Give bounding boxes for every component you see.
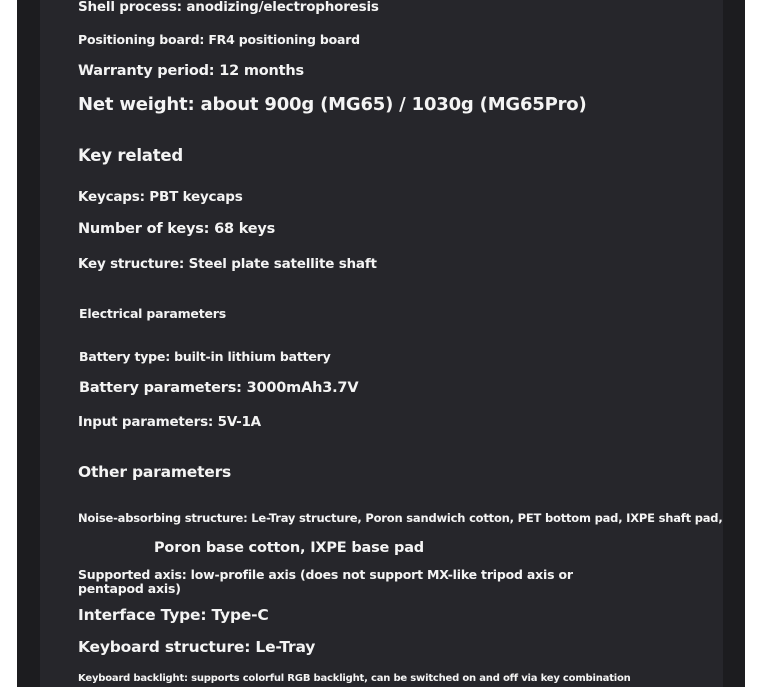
supported-axis-line-1: Supported axis: low-profile axis (does not support MX-like tripod axis or (78, 567, 573, 582)
input-parameters-text: Input parameters: 5V-1A (78, 414, 261, 430)
supported-axis-line-2: pentapod axis) (78, 581, 181, 596)
number-of-keys-text: Number of keys: 68 keys (78, 221, 276, 237)
noise-absorbing-line-1: Noise-absorbing structure: Le-Tray structure, Poron sandwich cotton, PET bottom pad, IXPE shaft pad, (78, 511, 723, 525)
warranty-text: Warranty period: 12 months (78, 63, 304, 79)
net-weight-text: Net weight: about 900g (MG65) / 1030g (MG65Pro) (78, 94, 587, 115)
battery-parameters-text: Battery parameters: 3000mAh3.7V (79, 380, 359, 396)
key-related-heading: Key related (78, 146, 183, 165)
keyboard-structure-text: Keyboard structure: Le-Tray (78, 638, 316, 656)
positioning-board-text: Positioning board: FR4 positioning board (78, 32, 360, 47)
battery-type-text: Battery type: built-in lithium battery (79, 349, 331, 364)
electrical-heading: Electrical parameters (79, 306, 226, 321)
other-parameters-heading: Other parameters (78, 463, 232, 481)
interface-type-text: Interface Type: Type-C (78, 606, 269, 624)
key-structure-text: Key structure: Steel plate satellite shaft (78, 256, 377, 272)
shell-process-text: Shell process: anodizing/electrophoresis (78, 0, 379, 15)
noise-absorbing-line-2: Poron base cotton, IXPE base pad (154, 540, 424, 556)
keyboard-backlight-text: Keyboard backlight: supports colorful RGB backlight, can be switched on and off via key combination (78, 673, 631, 684)
keycaps-text: Keycaps: PBT keycaps (78, 189, 243, 205)
